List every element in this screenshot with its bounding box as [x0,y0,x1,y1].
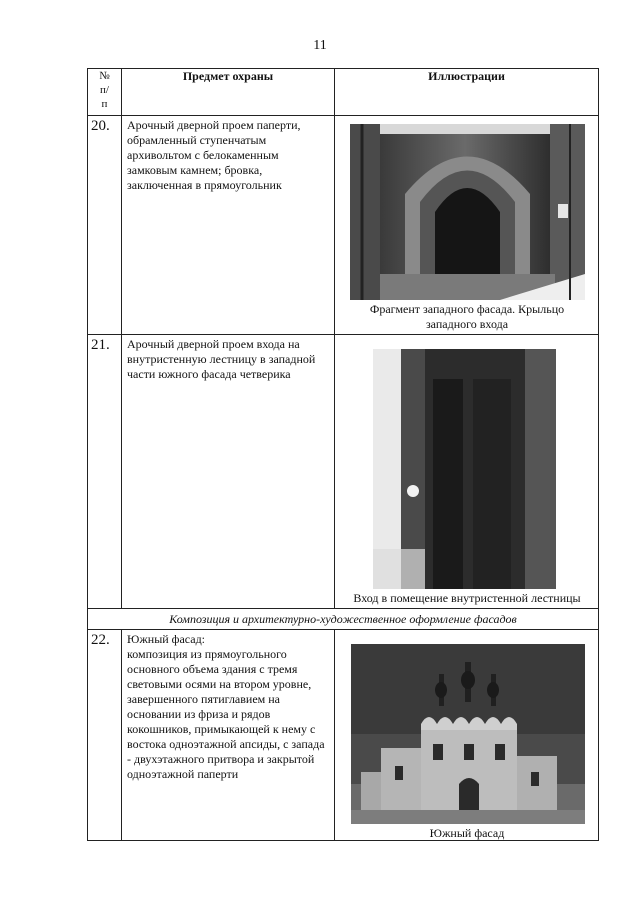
table-header-row [88,69,599,116]
row-subject: Арочный дверной проем входа на внутристенную лестницу в западной части южного фасада четверика [127,337,316,381]
table-row [88,630,599,841]
header-num-line1: № [99,70,110,82]
table-row [88,116,599,335]
row-number: 20. [91,118,110,134]
subject-heading: Южный фасад: [127,632,206,646]
caption-line2: западного входа [425,317,509,331]
caption-line1: Южный фасад [429,826,505,840]
protection-table [87,68,599,841]
photo-west-facade-porch [350,124,585,300]
table-row [88,335,599,609]
subject-text: композиция из прямоугольного основного объема здания с тремя световыми осями на втором уровне, завершенного пятиглавием на основании из фриза и рядов кокошников, примыкающей к нему с востока одноэтажной апсиды, с запада - двухэтажного притвора и закрытой одноэтажной паперти [127,647,325,781]
illustration-cell [335,335,599,609]
row-subject [122,630,334,782]
header-illustrations: Иллюстрации [335,69,599,116]
header-num-line2: п/ [100,84,109,96]
photo-caption [335,826,599,841]
section-title: Композиция и архитектурно-художественное оформление фасадов [88,609,599,630]
illustration-cell [335,116,599,335]
photo-caption [335,591,599,606]
section-header-row [88,609,599,630]
illustration-cell [335,630,599,841]
photo-inner-stair-entrance [373,349,556,589]
row-subject: Арочный дверной проем паперти, обрамленный ступенчатым архивольтом с белокаменным замковым камнем; бровка, заключенная в прямоугольник [127,118,301,192]
photo-south-facade [351,644,585,824]
caption-line1: Вход в помещение внутристенной лестницы [353,591,581,605]
caption-line1: Фрагмент западного фасада. Крыльцо [369,302,565,316]
header-num [88,69,122,116]
photo-caption [335,302,599,332]
row-number: 22. [91,632,110,648]
row-number: 21. [91,337,110,353]
header-subject: Предмет охраны [122,69,335,116]
page-number: 11 [313,38,327,53]
header-num-line3: п [101,98,108,110]
